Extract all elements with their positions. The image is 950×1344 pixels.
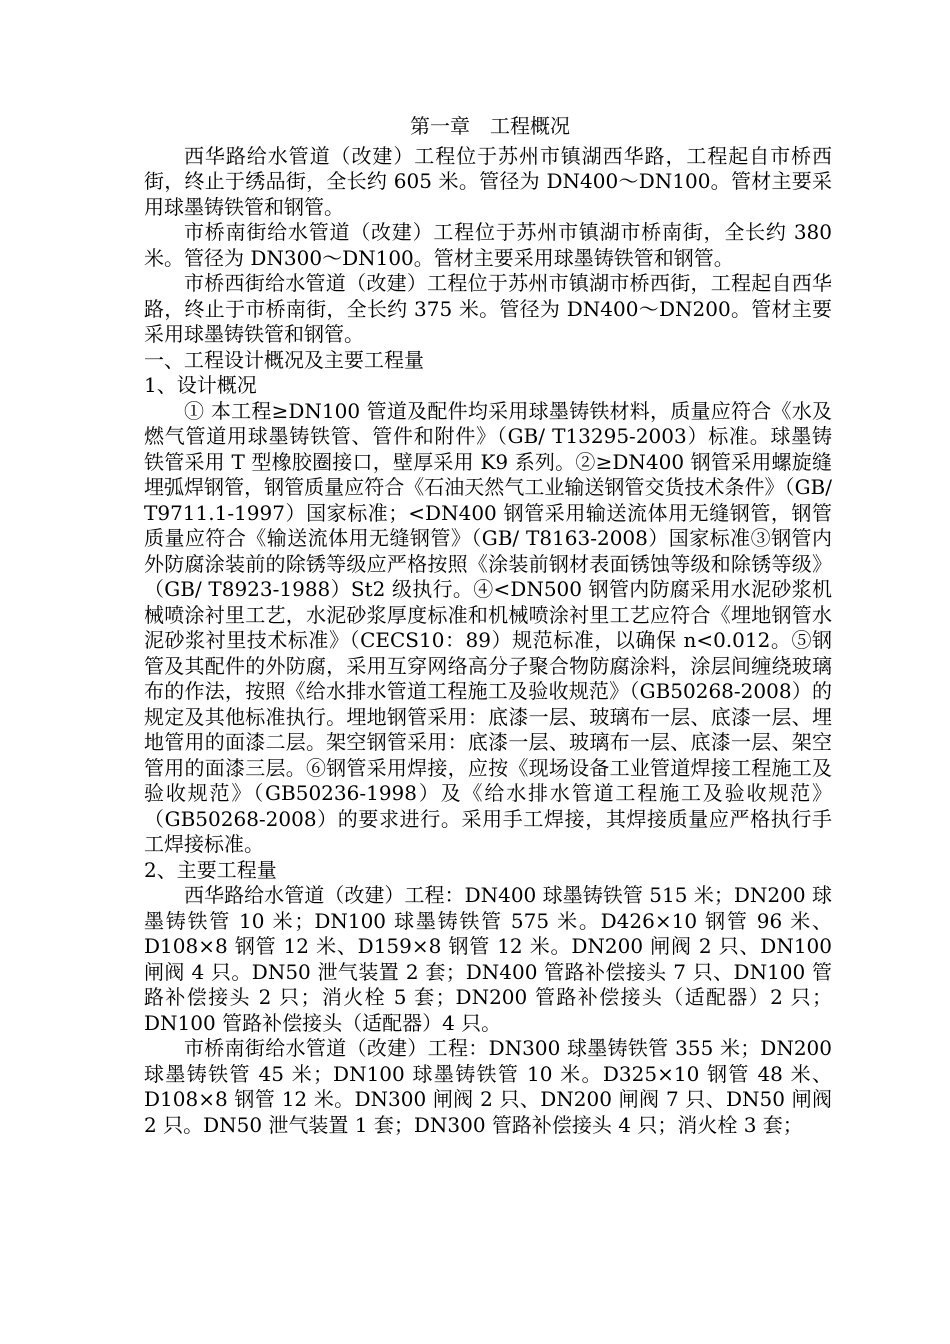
document-page [144,114,832,1138]
section-heading: 一、工程设计概况及主要工程量 [144,347,424,372]
intro-paragraph-xihua: 西华路给水管道（改建）工程位于苏州市镇湖西华路，工程起自市桥西街，终止于绣品街，全长约 605 米。管径为 DN400～DN100。管材主要采用球墨铸铁管和钢管。 [144,143,832,219]
subsection-heading-quantities: 2、主要工程量 [144,857,277,882]
subsection-heading-design: 1、设计概况 [144,373,257,397]
quantities-paragraph-xihua: 西华路给水管道（改建）工程：DN400 球墨铸铁管 515 米；DN200 球墨铸铁管 10 米；DN100 球墨铸铁管 575 米。D426×10 钢管 96 米、D108×8 钢管 12 米、D159×8 钢管 12 米。DN200 闸阀 2 只、DN100 闸阀 4 只。DN50 泄气装置 2 套；DN400 管路补偿接头 7 只、DN100 管路补偿接头 2 只；消火栓 5 套；DN200 管路补偿接头（适配器）2 只；DN100 管路补偿接头（适配器）4 只。 [144,883,832,1035]
intro-paragraph-shiqiao-south: 市桥南街给水管道（改建）工程位于苏州市镇湖市桥南街，全长约 380 米。管径为 DN300～DN100。管材主要采用球墨铸铁管和钢管。 [144,220,832,270]
design-overview-paragraph: ① 本工程≥DN100 管道及配件均采用球墨铸铁材料，质量应符合《水及燃气管道用球墨铸铁管、管件和附件》（GB/ T13295-2003）标准。球墨铸铁管采用 T 型橡胶圈接口，壁厚采用 K9 系列。②≥DN400 钢管采用螺旋缝埋弧焊钢管，钢管质量应符合《石油天然气工业输送钢管交货技术条件》（GB/ T9711.1-1997）国家标准；<DN400 钢管采用输送流体用无缝钢管，钢管质量应符合《输送流体用无缝钢管》（GB/ T8163-2008）国家标准③钢管内外防腐涂装前的除锈等级应严格按照《涂装前钢材表面锈蚀等级和除锈等级》（GB/ T8923-1988）St2 级执行。④<DN500 钢管内防腐采用水泥砂浆机械喷涂衬里工艺，水泥砂浆厚度标准和机械喷涂衬里工艺应符合《埋地钢管水泥砂浆衬里技术标准》（CECS10：89）规范标准，以确保 n<0.012。⑤钢管及其配件的外防腐，采用互穿网络高分子聚合物防腐涂料，涂层间缠绕玻璃布的作法，按照《给水排水管道工程施工及验收规范》（GB50268-2008）的规定及其他标准执行。埋地钢管采用：底漆一层、玻璃布一层、底漆一层、埋地管用的面漆二层。架空钢管采用：底漆一层、玻璃布一层、底漆一层、架空管用的面漆三层。⑥钢管采用焊接，应按《现场设备工业管道焊接工程施工及验收规范》（GB50236-1998）及《给水排水管道工程施工及验收规范》（GB50268-2008）的要求进行。采用手工焊接，其焊接质量应严格执行手工焊接标准。 [144,398,832,856]
intro-paragraph-shiqiao-west: 市桥西街给水管道（改建）工程位于苏州市镇湖市桥西街，工程起自西华路，终止于市桥南街，全长约 375 米。管径为 DN400～DN200。管材主要采用球墨铸铁管和钢管。 [144,271,832,346]
chapter-title: 第一章 工程概况 [410,114,570,138]
quantities-paragraph-shiqiao-south: 市桥南街给水管道（改建）工程：DN300 球墨铸铁管 355 米；DN200 球墨铸铁管 45 米；DN100 球墨铸铁管 10 米。D325×10 钢管 48 米、D108×8 钢管 12 米。DN300 闸阀 2 只、DN200 闸阀 7 只、DN50 闸阀 2 只。DN50 泄气装置 1 套；DN300 管路补偿接头 4 只；消火栓 3 套； [144,1036,832,1137]
